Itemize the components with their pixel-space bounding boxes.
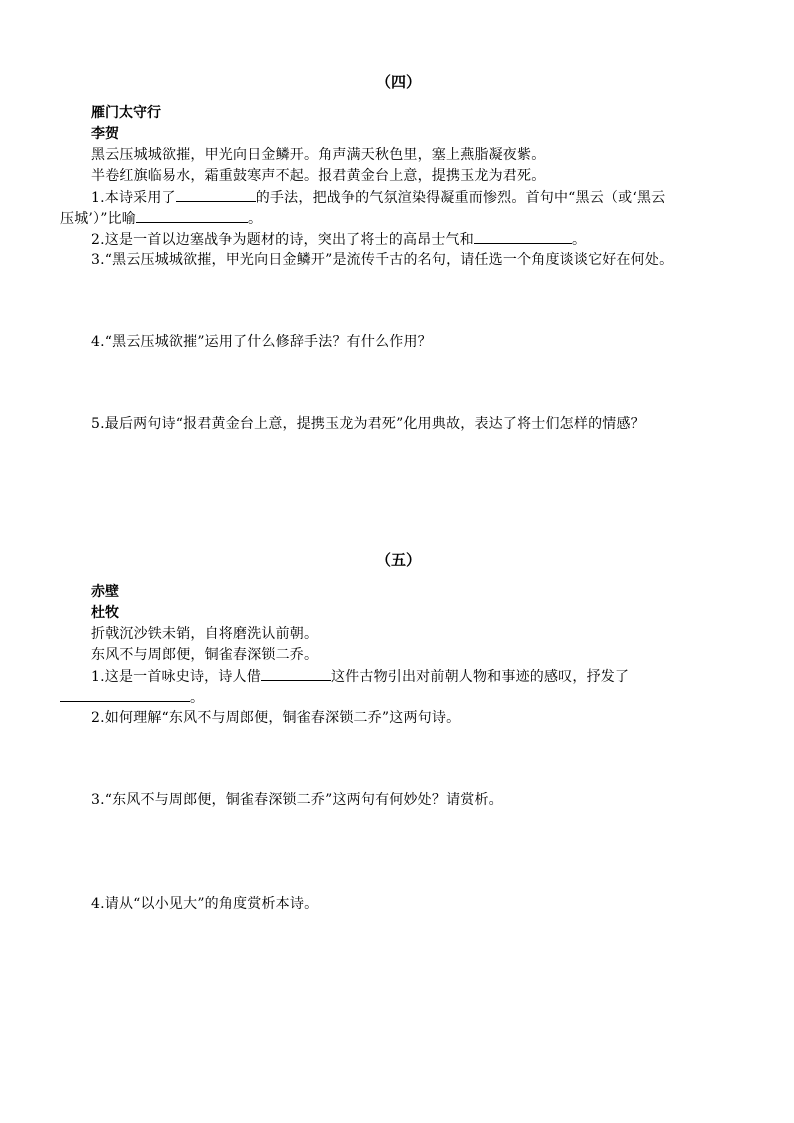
section5-question-2: 2.如何理解“东风不与周郎便，铜雀春深锁二乔”这两句诗。: [91, 710, 461, 726]
answer-blank[interactable]: [136, 208, 248, 223]
section4-question-4: 4.“黑云压城欲摧”运用了什么修辞手法？有什么作用？: [91, 334, 432, 350]
q2-text-b: 。: [571, 232, 587, 248]
section5-poem-title: 赤壁: [91, 584, 119, 600]
section5-question-1: [91, 666, 629, 687]
section5-question-1-cont: [60, 687, 204, 708]
section4-question-5: 5.最后两句诗“报君黄金台上意，提携玉龙为君死”化用典故，表达了将士们怎样的情感？: [91, 416, 645, 432]
section4-question-3: 3.“黑云压城城欲摧，甲光向日金鳞开”是流传千古的名句，请任选一个角度谈谈它好在何处。: [91, 252, 674, 268]
section5-verse-2: 东风不与周郎便，铜雀春深锁二乔。: [91, 647, 319, 663]
q1-text-a: 1.本诗采用了: [91, 190, 176, 206]
q1-text-c: 。: [190, 690, 205, 706]
q1-text-b: 的手法，把战争的气氛渲染得凝重而惨烈。首句中“黑云（或‘黑云: [255, 190, 666, 206]
answer-blank[interactable]: [176, 187, 256, 202]
q1-text-b: 这件古物引出对前朝人物和事迹的感叹，抒发了: [330, 669, 630, 685]
section5-verse-1: 折戟沉沙铁未销，自将磨洗认前朝。: [91, 626, 319, 642]
section4-question-1-cont: [60, 208, 262, 229]
q2-text-a: 2.这是一首以边塞战争为题材的诗，突出了将士的高昂士气和: [91, 232, 474, 248]
answer-blank[interactable]: [474, 229, 572, 244]
section4-poem-title: 雁门太守行: [91, 105, 161, 121]
section5-author: 杜牧: [91, 605, 119, 621]
section4-verse-2: 半卷红旗临易水，霜重鼓寒声不起。报君黄金台上意，提携玉龙为君死。: [91, 168, 546, 184]
section4-verse-1: 黑云压城城欲摧，甲光向日金鳞开。角声满天秋色里，塞上燕脂凝夜紫。: [91, 147, 546, 163]
q1-text-c: 压城’）”比喻: [60, 211, 137, 227]
answer-blank[interactable]: [261, 666, 331, 681]
section4-author: 李贺: [91, 126, 119, 142]
section5-question-4: 4.请从“以小见大”的角度赏析本诗。: [91, 896, 319, 912]
q1-text-d: 。: [248, 211, 263, 227]
section5-question-3: 3.“东风不与周郎便，铜雀春深锁二乔”这两句有何妙处？请赏析。: [91, 792, 503, 808]
section4-heading: （四）: [376, 73, 422, 91]
section4-question-1: [91, 187, 665, 208]
q1-text-a: 1.这是一首咏史诗，诗人借: [91, 669, 261, 685]
section4-question-2: [91, 229, 586, 250]
section5-heading: （五）: [376, 551, 422, 569]
answer-blank[interactable]: [60, 687, 190, 702]
